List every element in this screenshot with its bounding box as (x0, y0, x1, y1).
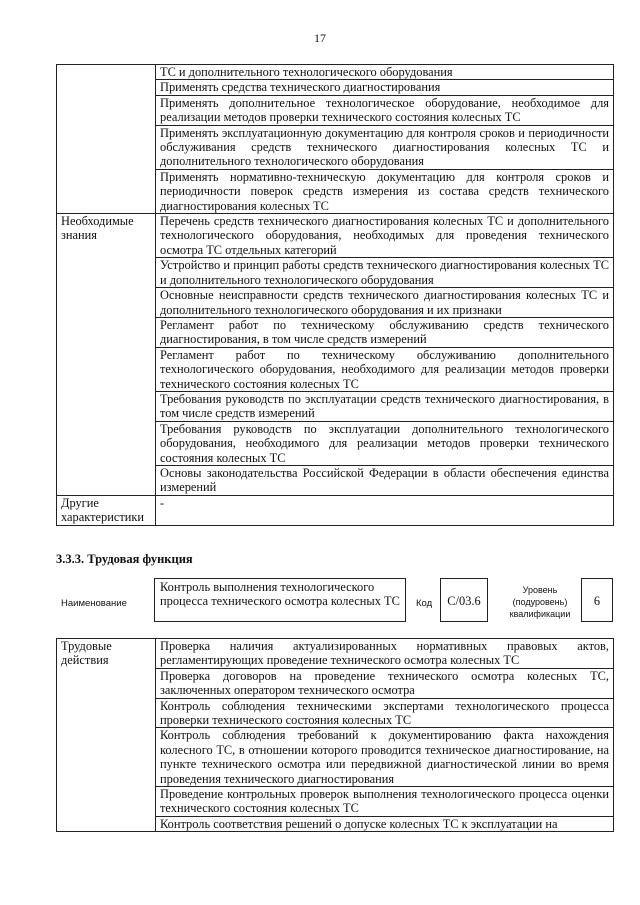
row-text: Требования руководств по эксплуатации дополнительного технологического оборудования, необходимого для реализации методов проверки технического состояния колесных ТС (156, 421, 614, 465)
row-text: Устройство и принцип работы средств технического диагностирования колесных ТС и дополнительного технологического оборудования (156, 258, 614, 288)
labor-actions-table (56, 638, 614, 832)
skills-knowledge-table (56, 64, 614, 526)
row-text: Проверка наличия актуализированных нормативных правовых актов, регламентирующих проведение технического осмотра колесных ТС (156, 639, 614, 669)
row-label (57, 65, 156, 214)
knowledge-label: Необходимые знания (57, 214, 156, 496)
table-row (57, 495, 614, 525)
row-text: Регламент работ по техническому обслуживанию средств технического диагностирования, в том числе средств измерений (156, 317, 614, 347)
row-text: ТС и дополнительного технологического оборудования (156, 65, 614, 80)
row-text: Проверка договоров на проведение технического осмотра колесных ТС, заключенных оператором технического осмотра (156, 668, 614, 698)
page-number: 17 (314, 31, 326, 45)
row-text: Контроль соблюдения техническими экспертами технологического процесса проверки технического состояния колесных ТС (156, 698, 614, 728)
other-characteristics-label: Другие характеристики (57, 495, 156, 525)
function-name-box: Контроль выполнения технологического процесса технического осмотра колесных ТС (154, 578, 406, 622)
section-title: 3.3.3. Трудовая функция (56, 552, 193, 566)
level-box: 6 (581, 578, 613, 622)
table1-body (57, 65, 614, 526)
row-text: Требования руководств по эксплуатации средств технического диагностирования, в том числе средств измерений (156, 391, 614, 421)
row-text: Основные неисправности средств технического диагностирования колесных ТС и дополнительного технологического оборудования и их признаки (156, 288, 614, 318)
table-row (57, 65, 614, 80)
row-text: Применять эксплуатационную документацию для контроля сроков и периодичности обслуживания средств технического диагностирования колесных ТС и дополнительного технологического оборудования (156, 125, 614, 169)
row-text: Контроль соблюдения требований к документированию факта нахождения колесного ТС, в отношении которого проводится техническое диагностирование, на пункте технического осмотра или передвижной диагностической линии во время проведения технического диагностирования (156, 728, 614, 787)
row-text: - (156, 495, 614, 525)
table-row (57, 639, 614, 669)
row-text: Перечень средств технического диагностирования колесных ТС и дополнительного технологического оборудования, необходимых для проведения технического осмотра ТС отдельных категорий (156, 214, 614, 258)
row-text: Контроль соответствия решений о допуске колесных ТС к эксплуатации на (156, 816, 614, 831)
row-text: Применять средства технического диагностирования (156, 80, 614, 95)
code-box: С/03.6 (440, 578, 488, 622)
row-text: Проведение контрольных проверок выполнения технологического процесса оценки технического состояния колесных ТС (156, 787, 614, 817)
name-label: Наименование (61, 598, 127, 609)
table-row (57, 214, 614, 258)
row-text: Применять нормативно-техническую документацию для контроля сроков и периодичности поверок средств измерения из состава средств технического диагностирования колесных ТС (156, 169, 614, 213)
table2-body (57, 639, 614, 832)
row-text: Основы законодательства Российской Федерации в области обеспечения единства измерений (156, 465, 614, 495)
code-label: Код (416, 598, 433, 609)
labor-actions-label: Трудовые действия (57, 639, 156, 832)
level-label: Уровень (подуровень) квалификации (509, 585, 571, 619)
row-text: Применять дополнительное технологическое оборудование, необходимое для реализации методов проверки технического состояния колесных ТС (156, 95, 614, 125)
row-text: Регламент работ по техническому обслуживанию дополнительного технологического оборудования, необходимого для реализации методов проверки технического состояния колесных ТС (156, 347, 614, 391)
